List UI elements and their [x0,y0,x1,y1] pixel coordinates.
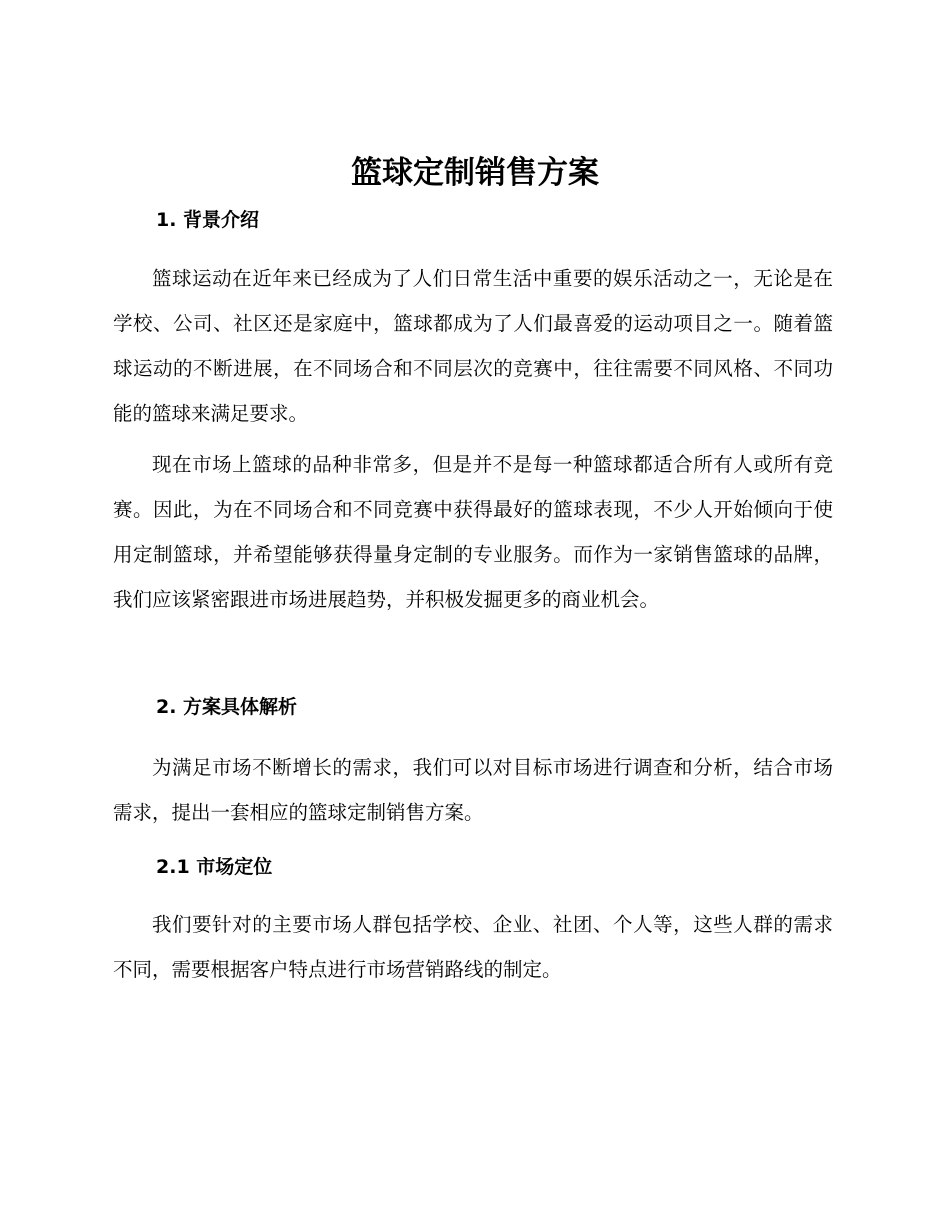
paragraph: 我们要针对的主要市场人群包括学校、企业、社团、个人等，这些人群的需求不同，需要根据客户特点进行市场营销路线的制定。 [113,913,833,981]
paragraph: 现在市场上篮球的品种非常多，但是并不是每一种篮球都适合所有人或所有竞赛。因此，为在不同场合和不同竞赛中获得最好的篮球表现，不少人开始倾向于使用定制篮球，并希望能够获得量身定制的专业服务。而作为一家销售篮球的品牌，我们应该紧密跟进市场进展趋势，并积极发掘更多的商业机会。 [113,453,833,611]
paragraph: 篮球运动在近年来已经成为了人们日常生活中重要的娱乐活动之一，无论是在学校、公司、社区还是家庭中，篮球都成为了人们最喜爱的运动项目之一。随着篮球运动的不断进展，在不同场合和不同层次的竞赛中，往往需要不同风格、不同功能的篮球来满足要求。 [113,267,833,425]
document-title: 篮球定制销售方案 [351,155,599,191]
section-heading-market-positioning: 2.1 市场定位 [156,856,273,878]
section-heading-background: 1. 背景介绍 [156,209,260,231]
paragraph: 为满足市场不断增长的需求，我们可以对目标市场进行调查和分析，结合市场需求，提出一套相应的篮球定制销售方案。 [113,756,833,824]
section-heading-plan-analysis: 2. 方案具体解析 [156,696,298,718]
